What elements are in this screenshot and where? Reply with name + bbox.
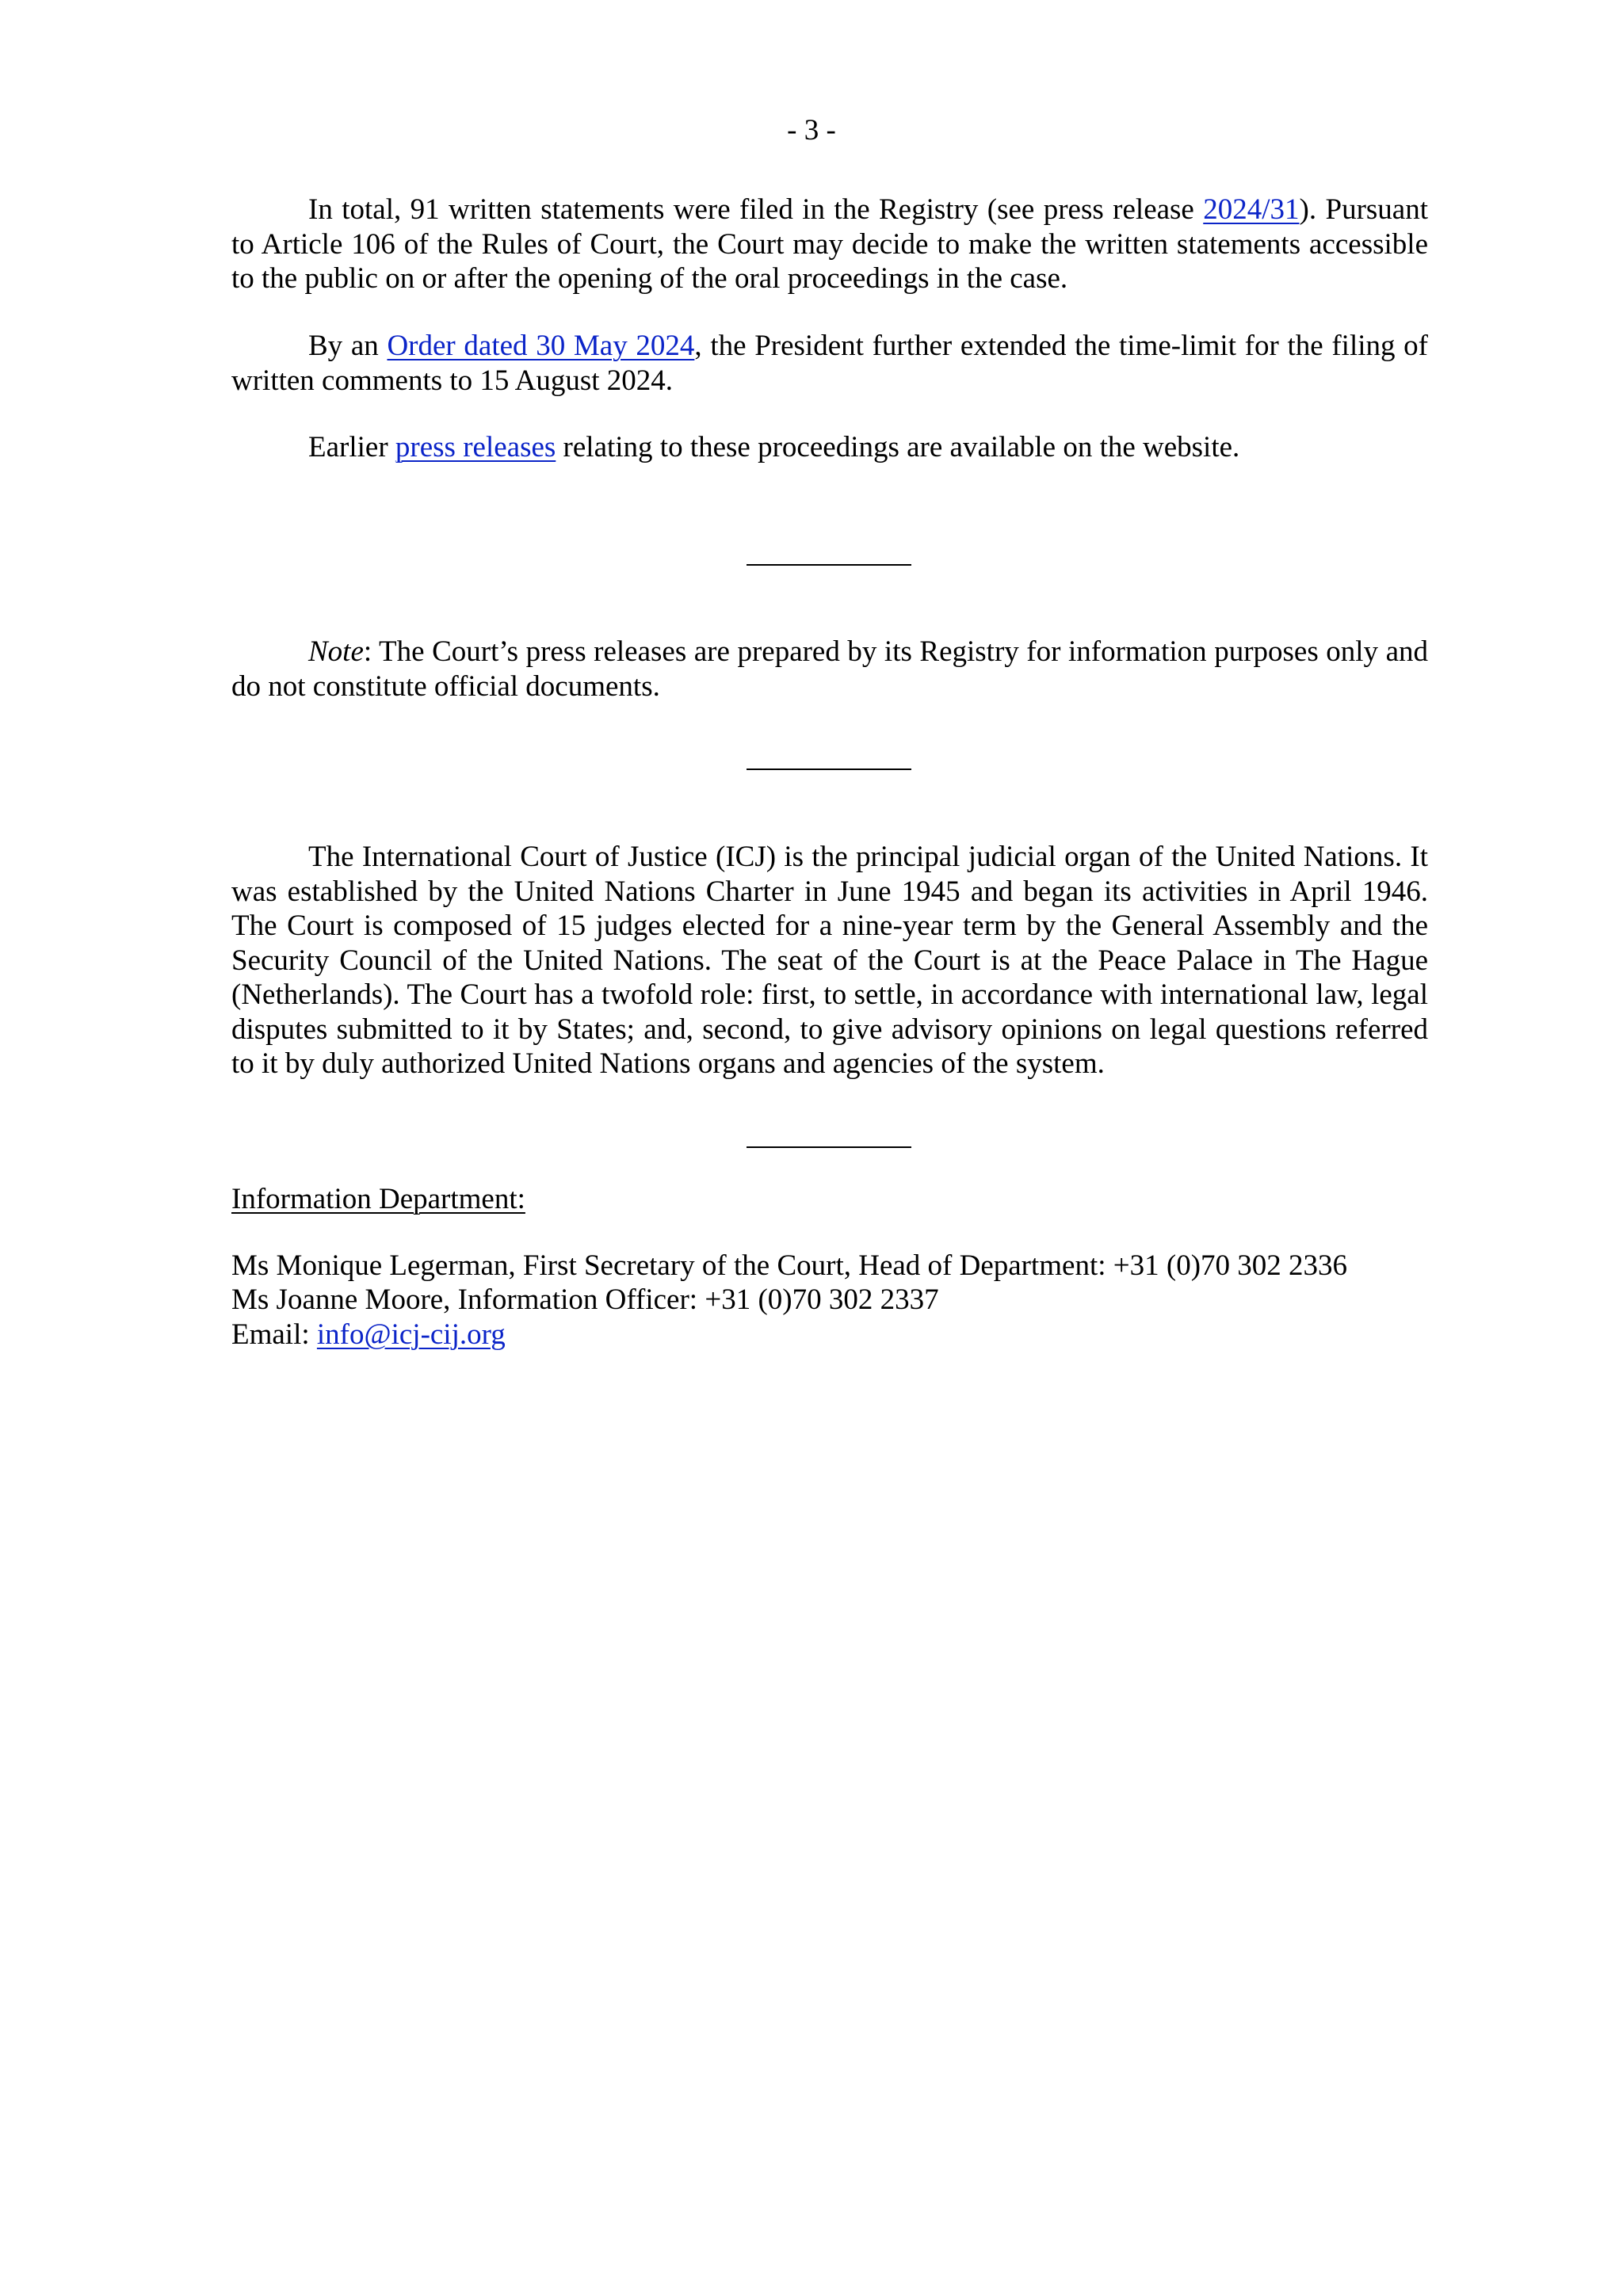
paragraph-text: , the President further extended the time-limit for the filing of written comments to 15 August 2024. xyxy=(231,330,1428,397)
email-label: Email: xyxy=(231,1318,317,1351)
paragraph-order-extension xyxy=(231,329,1428,398)
section-divider xyxy=(747,1146,911,1148)
paragraph-text: relating to these proceedings are available on the website. xyxy=(556,431,1240,463)
note-text: : The Court’s press releases are prepared by its Registry for information purposes only and do not constitute official documents. xyxy=(231,635,1428,703)
section-divider xyxy=(747,769,911,770)
information-department-heading: Information Department: xyxy=(231,1183,525,1215)
note-paragraph xyxy=(231,635,1428,704)
press-release-2024-31-link[interactable]: 2024/31 xyxy=(1203,193,1300,226)
paragraph-earlier-press-releases xyxy=(231,430,1428,465)
paragraph-text: ). Pursuant to Article 106 of the Rules of Court, the Court may decide to make the written statements accessible to the public on or after the opening of the oral proceedings in the case. xyxy=(231,193,1428,295)
paragraph-text: In total, 91 written statements were filed in the Registry (see press release xyxy=(308,193,1204,226)
paragraph-text: By an xyxy=(308,330,388,362)
section-divider xyxy=(747,564,911,566)
icj-description-paragraph xyxy=(231,840,1428,1081)
note-label: Note xyxy=(308,635,364,668)
order-30-may-2024-link[interactable]: Order dated 30 May 2024 xyxy=(387,330,695,362)
contact-line-legerman: Ms Monique Legerman, First Secretary of the Court, Head of Department: +31 (0)70 302 2336 xyxy=(231,1249,1348,1282)
contact-line-moore: Ms Joanne Moore, Information Officer: +31 (0)70 302 2337 xyxy=(231,1283,939,1316)
paragraph-written-statements xyxy=(231,193,1428,296)
contacts-block xyxy=(231,1182,1428,1352)
icj-description-text: The International Court of Justice (ICJ) is the principal judicial organ of the United Nations. It was established by the United Nations Charter in June 1945 and began its activities in April 1946. The Court is composed of 15 judges elected for a nine-year term by the General Assembly and the Security Council of the United Nations. The seat of the Court is at the Peace Palace in The Hague (Netherlands). The Court has a twofold role: first, to settle, in accordance with international law, legal disputes submitted to it by States; and, second, to give advisory opinions on legal questions referred to it by duly authorized United Nations organs and agencies of the system. xyxy=(231,841,1428,1080)
press-releases-link[interactable]: press releases xyxy=(395,431,556,463)
email-link[interactable]: info@icj-cij.org xyxy=(316,1318,506,1351)
page-number: - 3 - xyxy=(787,114,836,147)
paragraph-text: Earlier xyxy=(308,431,395,463)
